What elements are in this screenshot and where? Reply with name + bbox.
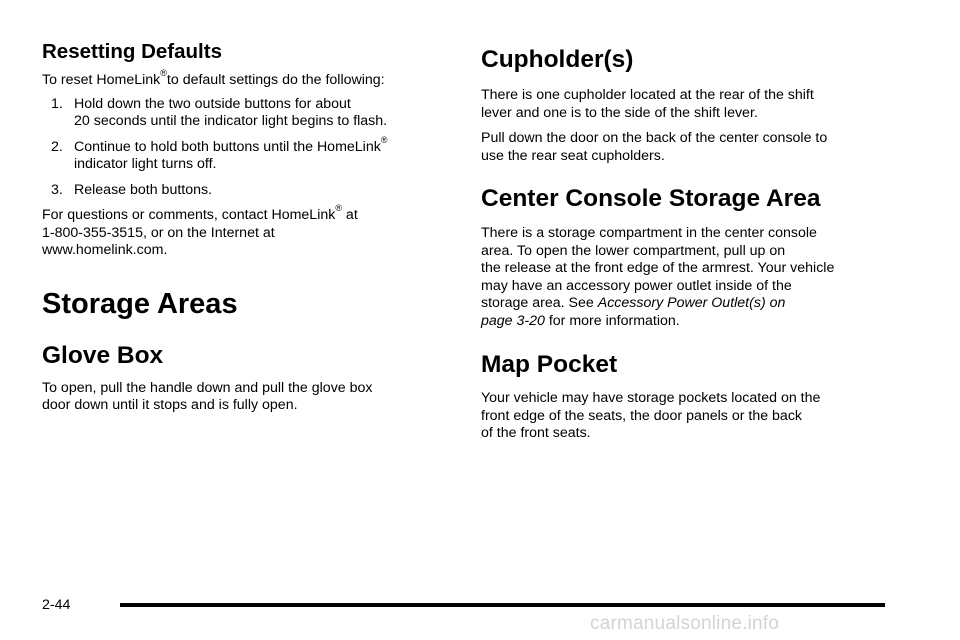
page-number: 2-44	[42, 597, 71, 613]
left-column	[42, 40, 462, 415]
registered-mark: ®	[335, 203, 342, 214]
page-reference: page 3-20	[481, 312, 545, 329]
storage-areas-heading: Storage Areas	[42, 287, 238, 320]
power-outlet-reference: Accessory Power Outlet(s) on	[597, 295, 786, 311]
glove-box-text: To open, pull the handle down and pull the glove box door down until it stops and is fully open.	[42, 379, 373, 413]
registered-mark: ®	[160, 68, 167, 79]
cupholders-heading: Cupholder(s)	[481, 46, 634, 73]
resetting-intro: To reset HomeLink®to default settings do the following:	[42, 68, 385, 88]
list-item: 3. Release both buttons.	[51, 181, 213, 198]
list-item: 1. Hold down the two outside buttons for about 20 seconds until the indicator light begins to flash.	[51, 95, 388, 129]
footer-rule	[120, 603, 885, 607]
cupholders-text-1: There is one cupholder located at the rear of the shift lever and one is to the side of the shift lever.	[481, 87, 814, 121]
watermark: carmanualsonline.info	[590, 613, 780, 634]
list-item: 2. Continue to hold both buttons until the HomeLink® indicator light turns off.	[51, 134, 388, 172]
registered-mark: ®	[380, 134, 388, 145]
center-console-heading: Center Console Storage Area	[481, 185, 821, 212]
reset-steps-list	[42, 96, 462, 200]
map-pocket-text: Your vehicle may have storage pockets located on the front edge of the seats, the door panels or the back of the front seats.	[481, 390, 821, 441]
map-pocket-heading: Map Pocket	[481, 351, 618, 378]
homelink-contact: For questions or comments, contact HomeLink® at 1-800-355-3515, or on the Internet at www.homelink.com.	[42, 203, 358, 258]
homelink-url: www.homelink.com.	[42, 242, 168, 258]
cupholders-text-2: Pull down the door on the back of the center console to use the rear seat cupholders.	[481, 130, 828, 164]
center-console-text: There is a storage compartment in the center console area. To open the lower compartment, pull up on the release at the front edge of the armrest. Your vehicle may have an accessory power outlet inside of the storage area. See Accessory Power Outlet(s) on page 3-20 for more information.	[481, 225, 835, 329]
glove-box-heading: Glove Box	[42, 341, 164, 369]
resetting-defaults-heading: Resetting Defaults	[42, 40, 222, 63]
right-column	[481, 40, 911, 443]
